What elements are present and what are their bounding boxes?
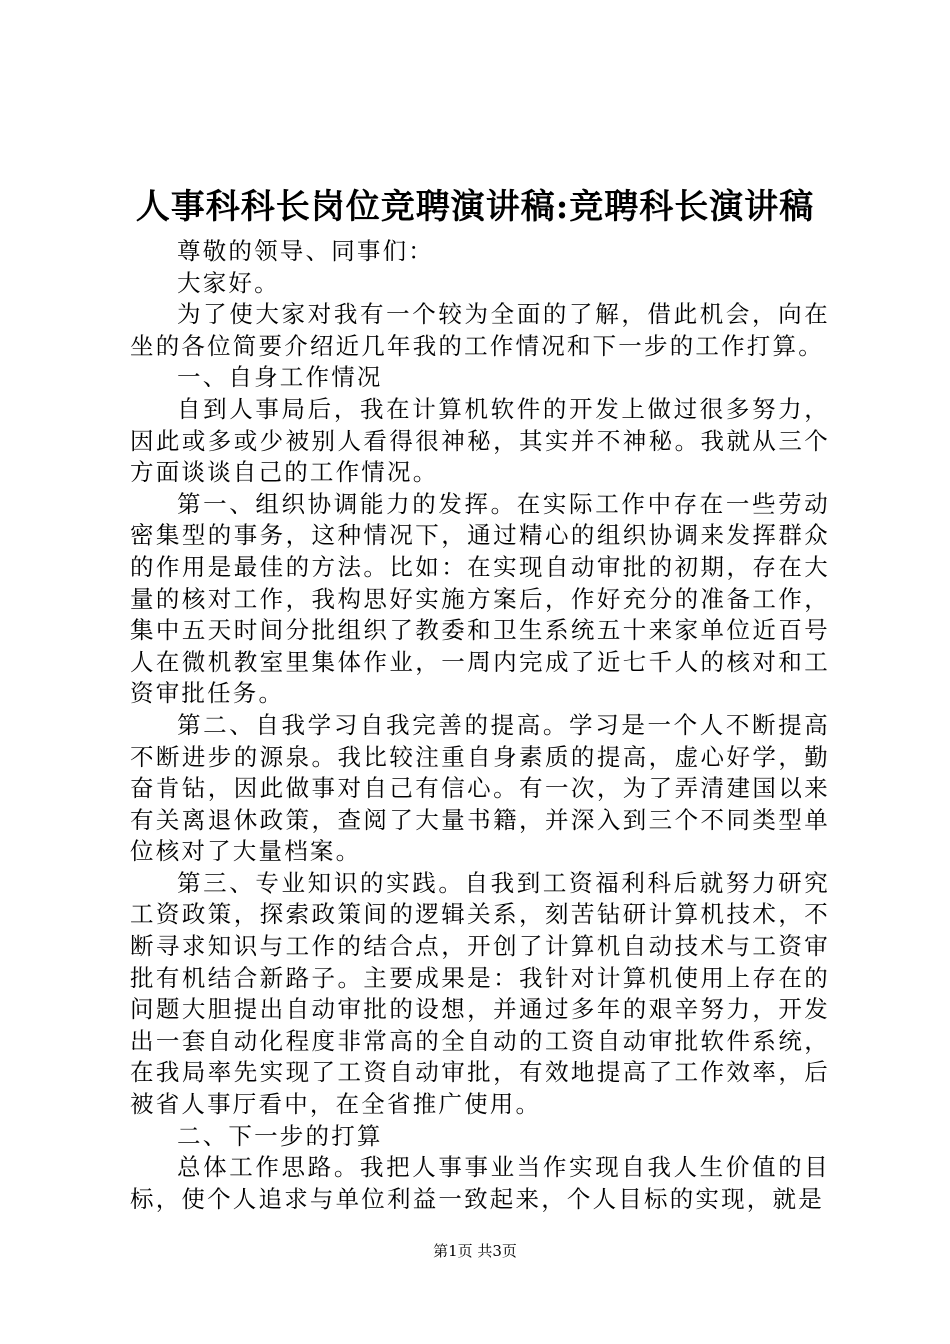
body-paragraph: 第二、自我学习自我完善的提高。学习是一个人不断提高不断进步的源泉。我比较注重自身素质的提高，虚心好学，勤奋肯钻，因此做事对自己有信心。有一次，为了弄清建国以来有关离退休政策，查阅了大量书籍，并深入到三个不同类型单位核对了大量档案。 (130, 710, 830, 866)
salutation: 尊敬的领导、同事们： (177, 237, 434, 265)
section-heading-1: 一、自身工作情况 (177, 363, 383, 392)
body-paragraph: 总体工作思路。我把人事事业当作实现自我人生价值的目标，使个人追求与单位利益一致起来，个人目标的实现，就是 (130, 1153, 830, 1213)
document-title: 人事科科长岗位竞聘演讲稿:竞聘科长演讲稿 (135, 187, 815, 227)
greeting: 大家好。 (177, 268, 280, 297)
page-number-footer: 第1页 共3页 (433, 1242, 517, 1260)
section-heading-2: 二、下一步的打算 (177, 1121, 383, 1150)
body-paragraph: 第三、专业知识的实践。自我到工资福利科后就努力研究工资政策，探索政策间的逻辑关系，刻苦钻研计算机技术，不断寻求知识与工作的结合点，开创了计算机自动技术与工资审批有机结合新路子。主要成果是：我针对计算机使用上存在的问题大胆提出自动审批的设想，并通过多年的艰辛努力，开发出一套自动化程度非常高的全自动的工资自动审批软件系统，在我局率先实现了工资自动审批，有效地提高了工作效率，后被省人事厅看中，在全省推广使用。 (130, 868, 830, 1119)
body-paragraph: 第一、组织协调能力的发挥。在实际工作中存在一些劳动密集型的事务，这种情况下，通过精心的组织协调来发挥群众的作用是最佳的方法。比如：在实现自动审批的初期，存在大量的核对工作，我构思好实施方案后，作好充分的准备工作，集中五天时间分批组织了教委和卫生系统五十来家单位近百号人在微机教室里集体作业，一周内完成了近七千人的核对和工资审批任务。 (130, 489, 830, 708)
intro-paragraph: 为了使大家对我有一个较为全面的了解，借此机会，向在坐的各位简要介绍近几年我的工作情况和下一步的工作打算。 (130, 300, 830, 360)
document-body (130, 236, 830, 1215)
body-paragraph: 自到人事局后，我在计算机软件的开发上做过很多努力，因此或多或少被别人看得很神秘，其实并不神秘。我就从三个方面谈谈自己的工作情况。 (130, 394, 830, 487)
